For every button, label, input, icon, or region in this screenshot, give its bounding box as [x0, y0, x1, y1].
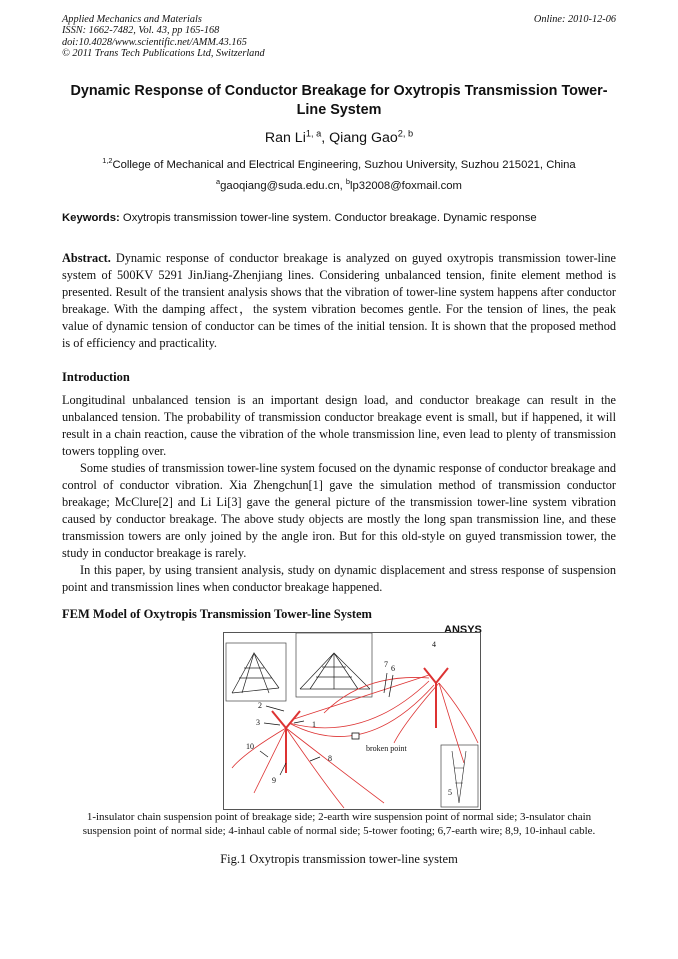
abstract-text: Dynamic response of conductor breakage is analyzed on guyed oxytropis transmission tower-line system of 500KV 5291 JinJiang-Zhenjiang lines. Considering unbalanced tension, finite element method is presented. Result of the transient analysis shows that the vibration of tower-line system happens after conductor breakage. With the damping affect，the system vibration becomes gentle. For the tension of lines, the peak value of dynamic tension of conductor can be times of the initial tension. It is shown that the proposed method is of efficiency and practicality. [62, 251, 617, 350]
broken-point-label: broken point [366, 744, 407, 753]
intro-paragraph-3: In this paper, by using transient analysis, study on dynamic displacement and stress response of suspension point and transmission lines when conductor breakage happened. [62, 563, 616, 594]
email-b-sup: b [345, 177, 350, 187]
author-1: Ran Li [264, 130, 306, 146]
tower-right [424, 668, 448, 728]
email-a-sup: a [216, 177, 221, 187]
affiliation [62, 155, 616, 197]
email-b[interactable]: lp32008@foxmail.com [350, 180, 462, 192]
label-6: 6 [391, 664, 395, 673]
label-1: 1 [312, 720, 316, 729]
intro-paragraph-1: Longitudinal unbalanced tension is an important design load, and conductor breakage can result in the unbalanced tension. The probability of transmission conductor breakage event is small, but if happened, it will result in a chain reaction, cause the vibration of the whole transmission line, even lead to plenty of transmission towers toppling over. [62, 393, 616, 458]
journal-name: Applied Mechanics and Materials [62, 14, 202, 25]
inset-middle-truss [300, 653, 370, 689]
fem-figure [223, 632, 481, 810]
keywords-text: Oxytropis transmission tower-line system. Conductor breakage. Dynamic response [122, 212, 537, 224]
figure-title: Fig.1 Oxytropis transmission tower-line system [220, 852, 458, 866]
author-1-sup: 1, a [305, 128, 322, 139]
label-8: 8 [328, 754, 332, 763]
author-2: Qiang Gao [329, 130, 398, 146]
journal-copyright: © 2011 Trans Tech Publications Ltd, Switzerland [62, 47, 265, 59]
online-date: Online: 2010-12-06 [533, 14, 616, 25]
broken-point-marker [352, 733, 359, 739]
affiliation-text: College of Mechanical and Electrical Engineering, Suzhou University, Suzhou 215021, China [112, 159, 576, 171]
keywords [62, 212, 616, 224]
authors: Ran Li$^{1, a}$, Qiang Gao$^{2, b}$ [264, 128, 414, 146]
figure-caption: 1-insulator chain suspension point of breakage side; 2-earth wire suspension point of normal side; 3-nsulator chain suspension point of normal side; 4-inhaul cable of normal side; 5-tower footing; 6,7-earth wire; 8,9, 10-inhaul cable. [82, 811, 596, 837]
label-3: 3 [256, 718, 260, 727]
ansys-logo: ANSYS [444, 624, 482, 636]
label-4: 4 [432, 640, 436, 649]
label-9: 9 [272, 776, 276, 785]
label-7: 7 [384, 660, 388, 669]
intro-paragraph-2: Some studies of transmission tower-line system focused on the dynamic response of conductor breakage and control of conductor vibration. Xia Zhengchun[1] gave the simulation method of transmission conductor breakage; McClure[2] and Li Li[3] gave the general picture of the transmission tower-line system vibration caused by conductor breakage. The above study objects are mostly the long span transmission line, and these transmission towers are only joined by the angle iron. But for this old-style on guyed transmission tower, the study in conductor breakage is rarely. [62, 461, 616, 560]
email-a[interactable]: gaoqiang@suda.edu.cn, [220, 180, 343, 192]
abstract-label: Abstract. [62, 251, 111, 265]
journal-issn: ISSN: 1662-7482, Vol. 43, pp 165-168 [62, 25, 220, 37]
inset-left-truss [232, 653, 279, 693]
footing-sketch [452, 751, 466, 803]
journal-doi: doi:10.4028/www.scientific.net/AMM.43.165 [62, 36, 247, 48]
paper-title: Dynamic Response of Conductor Breakage for Oxytropis Transmission Tower-Line System [70, 83, 608, 118]
introduction-body [62, 392, 616, 596]
affiliation-sup: 1,2 [102, 156, 113, 166]
label-2: 2 [258, 701, 262, 710]
label-5: 5 [448, 788, 452, 797]
label-10: 10 [246, 742, 254, 751]
fem-heading: FEM Model of Oxytropis Transmission Tower-line System [62, 607, 372, 621]
abstract [62, 250, 616, 352]
inset-box-left [226, 643, 286, 701]
author-2-sup: 2, b [397, 128, 414, 139]
journal-header [62, 14, 265, 59]
keywords-label: Keywords: [62, 212, 120, 224]
fem-model-diagram [224, 633, 480, 809]
introduction-heading: Introduction [62, 370, 130, 384]
